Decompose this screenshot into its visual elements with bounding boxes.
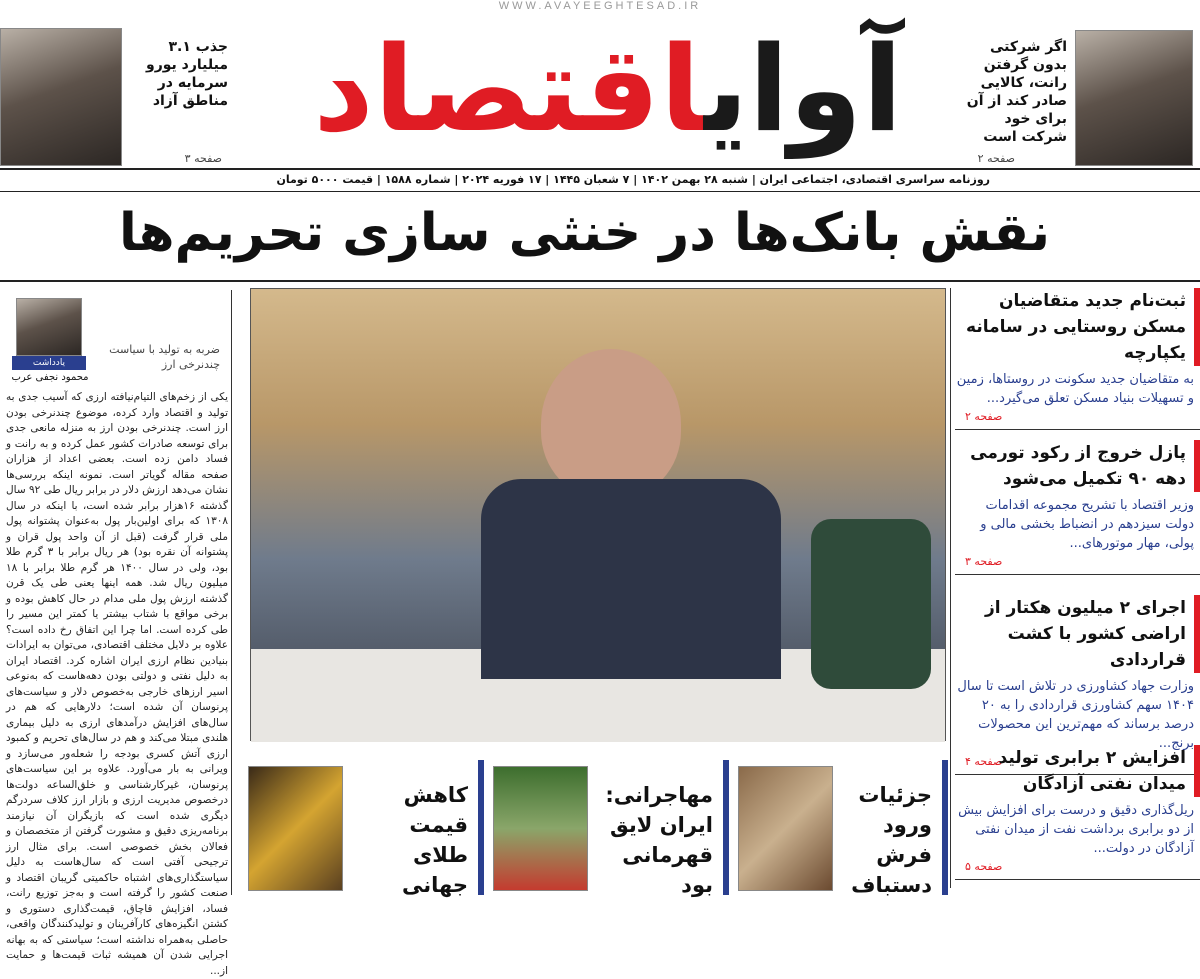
- sub-story[interactable]: [493, 760, 729, 895]
- promo-left-photo: [0, 28, 122, 166]
- opinion-body: یکی از زخم‌های التیام‌نیافته ارزی که آسیب جدی به تولید و اقتصاد وارد کرده، موضوع چندنرخی بودن ارز است. چندنرخی بودن ارز به منزله مانعی جدی برای توسعه صادرات کشور عمل کرده و به رانت و فساد دامن زده است. بعضی اعداد از هزاران صفحه مقاله گویاتر است. نمونه اینکه بررسی‌ها نشان می‌دهد ارزش دلار در برابر ریال طی ۹۲ سال گذشته ۱۶هزار برابر شده است، با اینکه در سال ۱۳۰۸ که برای اولین‌بار پول به‌عنوان پشتوانه پول ملی قرار گرفت (قبل از آن واحد پول قران و پشتوانه آن نقره بود) هر ریال برابر با ۳ گرم طلا بود، ولی در سال ۱۴۰۰ هر گرم طلا برابر با ۱۸ میلیون ریال شد. همه اینها یعنی طی یک قرن گذشته ارزش پول ملی مدام در حال کاهش بوده و برخی مواقع با شتاب بیشتر یا کمتر این مسیر را طی کرده است. اما چرا این اتفاق رخ داده است؟ علاوه بر دلایل مختلف اقتصادی، می‌توان به ایرادات بنیادین نظام ارزی ایران اشاره کرد. اقتصاد ایران به دلیل نفتی و دولتی بودن دهه‌هاست که به‌نوعی اسیر ارزهای خارجی به‌خصوص دلار و سیاست‌های پرنوسان آن شده است؛ دلارهایی که هم در سال‌های افزایش درآمدهای ارزی به دلیل بیماری هلندی مبتلا می‌کند و هم در سال‌های تحریم و کمبود ارزی آتش کسری بودجه را شعله‌ور می‌سازد و ویرانی به بار می‌آورد. علاوه بر این سیاست‌های پرنوسان، غیرکارشناسی و خلق‌الساعه دولت‌ها درخصوص مدیریت ارزی و بازار ارز کلاف سردرگم دیگری شده است که بازیگران آن نیازمند برنامه‌ریزی دقیق و مشورت گرفتن از متخصصان و فعالان بخش خصوصی است. برای مثال ارز ترجیحی آفتی است که سال‌هاست به دلیل سیاستگذاری‌های اشتباه حاکمیتی گریبان اقتصاد و صنعت کشور را گرفته است و به‌جز توزیع رانت، فساد، افزایش قاچاق، قیمت‌گذاری دستوری و کشتن انگیزه‌های کارآفرینان و تولیدکنندگان واقعی، حاصلی به‌همراه نداشته است؛ سیاستی که به بهانه اجرایی شدن آن همیشه ثبات قیمت‌ها و حمایت از...: [6, 391, 229, 977]
- chair: [811, 519, 931, 689]
- sub-story-title: جزئیات ورود فرش دستباف: [851, 783, 932, 897]
- masthead-part-dark: آوای: [704, 20, 903, 158]
- author-photo: [16, 298, 82, 356]
- promo-right-photo: [1075, 30, 1193, 166]
- main-headline[interactable]: نقش بانک‌ها در خنثی سازی تحریم‌ها: [118, 203, 1050, 263]
- news-item-page: صفحه ۲: [955, 410, 1200, 430]
- issue-info-bar: روزنامه سراسری اقتصادی، اجتماعی ایران | شنبه ۲۸ بهمن ۱۴۰۲ | ۷ شعبان ۱۴۴۵ | ۱۷ فوریه ۲۰۲۴ | شماره ۱۵۸۸ | قیمت ۵۰۰۰ تومان: [0, 168, 1200, 192]
- sub-story[interactable]: [248, 760, 484, 895]
- opinion-badge: یادداشت: [12, 356, 86, 370]
- promo-left-text[interactable]: جذب ۳.۱ میلیارد یورو سرمایه در مناطق آزاد: [146, 39, 228, 109]
- sub-story-photo: [248, 766, 343, 891]
- promo-left-page: صفحه ۳: [184, 152, 222, 165]
- promo-right-text[interactable]: اگر شرکتی بدون گرفتن رانت، کالایی صادر کند از آن برای خود شرکت است: [966, 39, 1067, 145]
- sub-story-title: کاهش قیمت طلای جهانی: [401, 783, 468, 897]
- news-item[interactable]: [955, 745, 1200, 880]
- opinion-column: [0, 290, 232, 977]
- opinion-author: محمود نجفی عرب: [11, 372, 89, 383]
- speaker-head: [541, 349, 681, 499]
- section-divider: [0, 280, 1200, 282]
- news-item-title: افزایش ۲ برابری تولید میدان نفتی آزادگان: [955, 745, 1200, 797]
- news-item[interactable]: [955, 288, 1200, 430]
- news-item-title: پازل خروج از رکود تورمی دهه ۹۰ تکمیل می‌شود: [955, 440, 1200, 492]
- opinion-kicker[interactable]: ضربه به تولید با سیاست چندنرخی ارز: [109, 343, 220, 371]
- news-item-summary: وزارت جهاد کشاورزی در تلاش است تا سال ۱۴۰۴ سهم کشاورزی قراردادی را به ۲۰ درصد برساند که مهم‌ترین این محصولات برنج...: [957, 679, 1194, 751]
- column-divider: [950, 288, 951, 888]
- sub-story-title: مهاجرانی: ایران لایق قهرمانی بود: [605, 783, 713, 897]
- masthead-part-red: اقتصاد: [313, 20, 705, 158]
- news-item-title: ثبت‌نام جدید متقاضیان مسکن روستایی در سامانه یکپارچه: [955, 288, 1200, 366]
- news-item[interactable]: [955, 440, 1200, 575]
- news-item-page: صفحه ۳: [955, 555, 1200, 575]
- sub-story[interactable]: [738, 760, 948, 895]
- news-item-summary: ریل‌گذاری دقیق و درست برای افزایش بیش از دو برابری برداشت نفت از میدان نفتی آزادگان در دولت...: [958, 803, 1194, 856]
- sub-story-photo: [738, 766, 833, 891]
- speaker-body: [481, 479, 781, 679]
- news-item-page: صفحه ۴: [955, 755, 1200, 775]
- news-item-page: صفحه ۵: [955, 860, 1200, 880]
- main-photo: [250, 288, 946, 741]
- news-item-summary: وزیر اقتصاد با تشریح مجموعه اقدامات دولت سیزدهم در انضباط بخشی مالی و پولی، مهار موتورهای...: [980, 498, 1194, 551]
- site-url[interactable]: WWW.AVAYEEGHTESAD.IR: [498, 0, 702, 12]
- sub-story-photo: [493, 766, 588, 891]
- news-item-title: اجرای ۲ میلیون هکتار از اراضی کشور با کشت قراردادی: [955, 595, 1200, 673]
- masthead-logo: [238, 22, 978, 157]
- news-item-summary: به متقاضیان جدید سکونت در روستاها، زمین و تسهیلات بنیاد مسکن تعلق می‌گیرد...: [956, 372, 1194, 406]
- sub-stories-strip: [248, 760, 948, 895]
- promo-right-page: صفحه ۲: [977, 152, 1015, 165]
